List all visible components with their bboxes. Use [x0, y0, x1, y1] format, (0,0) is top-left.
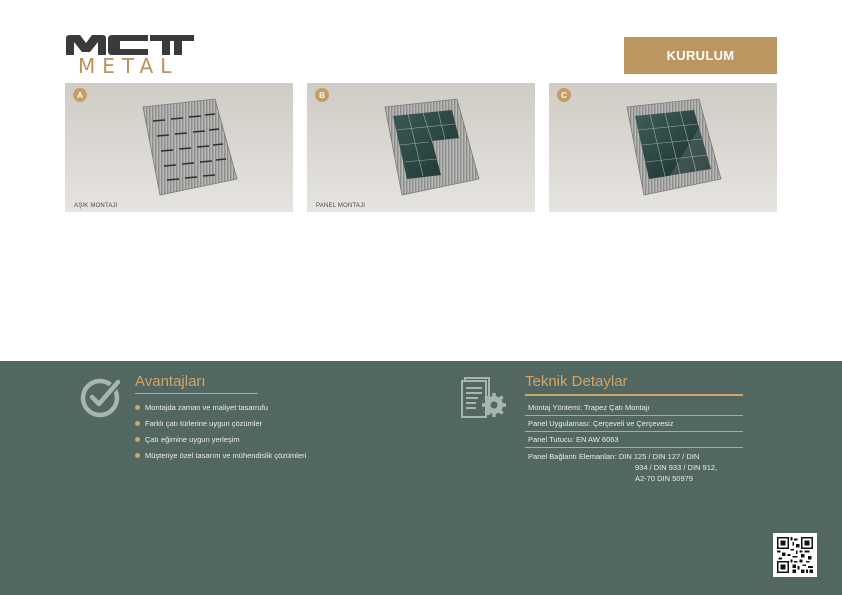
- photo-b-letter: B: [315, 88, 329, 102]
- qr-code[interactable]: [773, 533, 817, 577]
- photo-a: [65, 83, 293, 212]
- photo-b-illustration: [307, 83, 535, 212]
- photo-a-caption: AŞIK MONTAJI: [74, 203, 118, 209]
- photo-b: [307, 83, 535, 212]
- qr-code-pattern: [777, 537, 813, 573]
- technical-divider: [525, 394, 743, 396]
- list-item: Çatı eğimine uygun yerleşim: [135, 435, 306, 451]
- table-row: Montaj Yöntemi: Trapez Çatı Montajı: [525, 400, 743, 416]
- photo-c: [549, 83, 777, 212]
- technical-title: Teknik Detaylar: [525, 373, 628, 390]
- advantages-list: [135, 403, 306, 467]
- list-item: Montajda zaman ve maliyet tasarrufu: [135, 403, 306, 419]
- photo-a-illustration: [65, 83, 293, 212]
- document-gear-icon: [461, 375, 509, 421]
- connection-elements-cont-2: A2-70 DIN 50979: [635, 474, 693, 483]
- brand-logo: [64, 34, 196, 78]
- list-item: Farklı çatı türlerine uygun çözümler: [135, 419, 306, 435]
- brand-sub-label: METAL: [78, 54, 179, 78]
- table-row: Panel Tutucu: EN AW 6063: [525, 432, 743, 448]
- table-row: Panel Uygulaması: Çerçeveli ve Çerçevesiz: [525, 416, 743, 432]
- check-circle-icon: [80, 376, 122, 418]
- advantages-divider: [135, 393, 258, 394]
- connection-elements-cont-1: 934 / DIN 933 / DIN 912,: [635, 463, 718, 472]
- list-item: Müşteriye özel tasarım ve mühendislik çözümleri: [135, 451, 306, 467]
- photo-a-letter: A: [73, 88, 87, 102]
- photo-c-illustration: [549, 83, 777, 212]
- section-badge: KURULUM: [624, 37, 777, 74]
- advantages-title: Avantajları: [135, 373, 206, 390]
- brand-logo-mark: [64, 34, 196, 56]
- technical-table: [525, 400, 743, 484]
- photo-c-letter: C: [557, 88, 571, 102]
- table-row: [525, 448, 743, 484]
- connection-elements-text: Panel Bağlantı Elemanları: DIN 125 / DIN 127 / DIN: [528, 452, 700, 461]
- photo-b-caption: PANEL MONTAJI: [316, 203, 366, 209]
